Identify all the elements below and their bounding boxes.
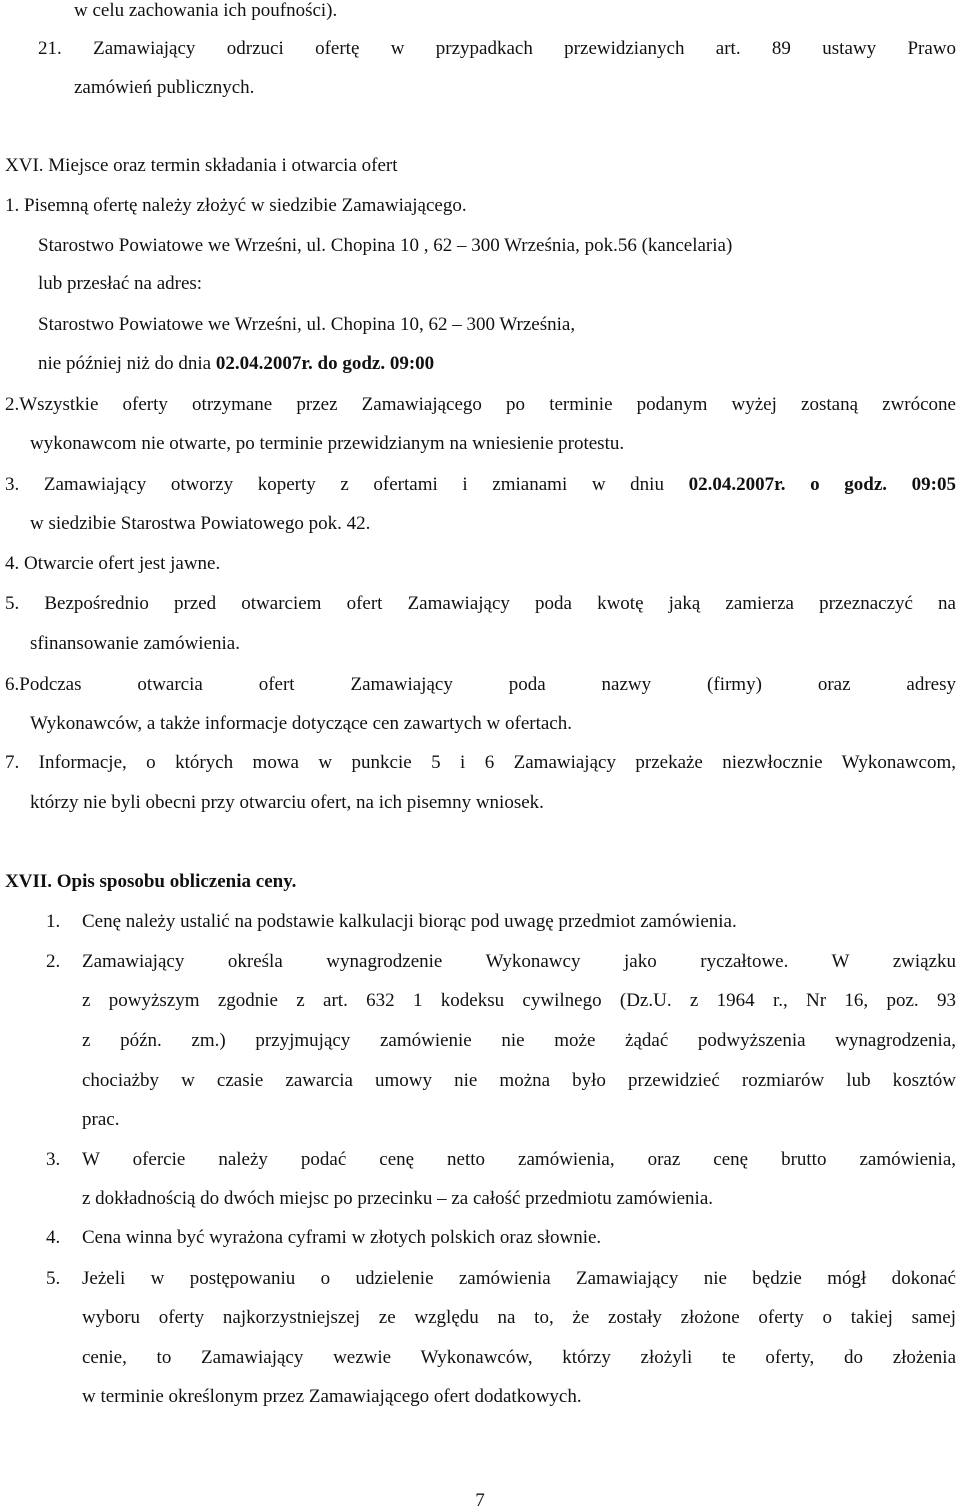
- list-number: 2.: [46, 951, 61, 972]
- text-line: 7. Informacje, o których mowa w punkcie 5 i 6 Zamawiający przekaże niezwłocznie Wykonawcom,: [5, 752, 956, 773]
- deadline-date: 02.04.2007r. do godz. 09:00: [215, 353, 435, 374]
- list-number: 1.: [46, 911, 61, 932]
- list-item-text: wyboru oferty najkorzystniejszej ze względu na to, że zostały złożone oferty o takiej samej: [82, 1307, 956, 1328]
- text-line: lub przesłać na adres:: [38, 273, 203, 294]
- text-line: 5. Bezpośrednio przed otwarciem ofert Zamawiający poda kwotę jaką zamierza przeznaczyć na: [5, 593, 956, 614]
- text-line: 6.Podczas otwarcia ofert Zamawiający poda nazwy (firmy) oraz adresy: [5, 674, 956, 695]
- text-line: zamówień publicznych.: [74, 77, 255, 98]
- list-item-text: W ofercie należy podać cenę netto zamówienia, oraz cenę brutto zamówienia,: [82, 1149, 956, 1170]
- list-number: 5.: [46, 1268, 61, 1289]
- page-number: 7: [475, 1490, 485, 1511]
- list-item-text: z dokładnością do dwóch miejsc po przecinku – za całość przedmiotu zamówienia.: [82, 1188, 713, 1209]
- list-item-text: Cena winna być wyrażona cyframi w złotych polskich oraz słownie.: [82, 1227, 602, 1248]
- list-number: 3.: [46, 1149, 61, 1170]
- text-line: sfinansowanie zamówienia.: [30, 633, 240, 654]
- text-line: w siedzibie Starostwa Powiatowego pok. 42.: [30, 513, 371, 534]
- list-number: 4.: [46, 1227, 61, 1248]
- opening-label: 3. Zamawiający otworzy koperty z ofertami i zmianami w dniu: [5, 474, 689, 495]
- list-item-text: cenie, to Zamawiający wezwie Wykonawców, którzy złożyli te oferty, do złożenia: [82, 1347, 956, 1368]
- list-item-text: prac.: [82, 1109, 120, 1130]
- opening-line: [5, 474, 956, 496]
- list-item-text: chociażby w czasie zawarcia umowy nie można było przewidzieć rozmiarów lub kosztów: [82, 1070, 956, 1091]
- section-heading: XVII. Opis sposobu obliczenia ceny.: [5, 871, 297, 892]
- text-line: 21. Zamawiający odrzuci ofertę w przypadkach przewidzianych art. 89 ustawy Prawo: [38, 38, 956, 59]
- opening-date: 02.04.2007r. o godz. 09:05: [688, 474, 956, 495]
- text-line: Wykonawców, a także informacje dotyczące cen zawartych w ofertach.: [30, 713, 572, 734]
- text-line: Starostwo Powiatowe we Wrześni, ul. Chopina 10 , 62 – 300 Września, pok.56 (kancelaria): [38, 235, 733, 256]
- text-line: 1. Pisemną ofertę należy złożyć w siedzibie Zamawiającego.: [5, 195, 467, 216]
- text-line: którzy nie byli obecni przy otwarciu ofert, na ich pisemny wniosek.: [30, 792, 544, 813]
- deadline-label: nie później niż do dnia: [38, 353, 216, 374]
- text-line: Starostwo Powiatowe we Wrześni, ul. Chopina 10, 62 – 300 Września,: [38, 314, 576, 335]
- text-line: 2.Wszystkie oferty otrzymane przez Zamawiającego po terminie podanym wyżej zostaną zwrócone: [5, 394, 956, 415]
- section-heading: XVI. Miejsce oraz termin składania i otwarcia ofert: [5, 155, 398, 176]
- text-line: wykonawcom nie otwarte, po terminie przewidzianym na wniesienie protestu.: [30, 433, 625, 454]
- list-item-text: z powyższym zgodnie z art. 632 1 kodeksu cywilnego (Dz.U. z 1964 r., Nr 16, poz. 93: [82, 990, 956, 1011]
- deadline-line: [38, 353, 434, 375]
- list-item-text: Jeżeli w postępowaniu o udzielenie zamówienia Zamawiający nie będzie mógł dokonać: [82, 1268, 956, 1289]
- list-item-text: w terminie określonym przez Zamawiającego ofert dodatkowych.: [82, 1386, 582, 1407]
- list-item-text: z późn. zm.) przyjmujący zamówienie nie może żądać podwyższenia wynagrodzenia,: [82, 1030, 956, 1051]
- text-line: 4. Otwarcie ofert jest jawne.: [5, 553, 221, 574]
- list-item-text: Zamawiający określa wynagrodzenie Wykonawcy jako ryczałtowe. W związku: [82, 951, 956, 972]
- list-item-text: Cenę należy ustalić na podstawie kalkulacji biorąc pod uwagę przedmiot zamówienia.: [82, 911, 737, 932]
- text-line: w celu zachowania ich poufności).: [74, 0, 338, 21]
